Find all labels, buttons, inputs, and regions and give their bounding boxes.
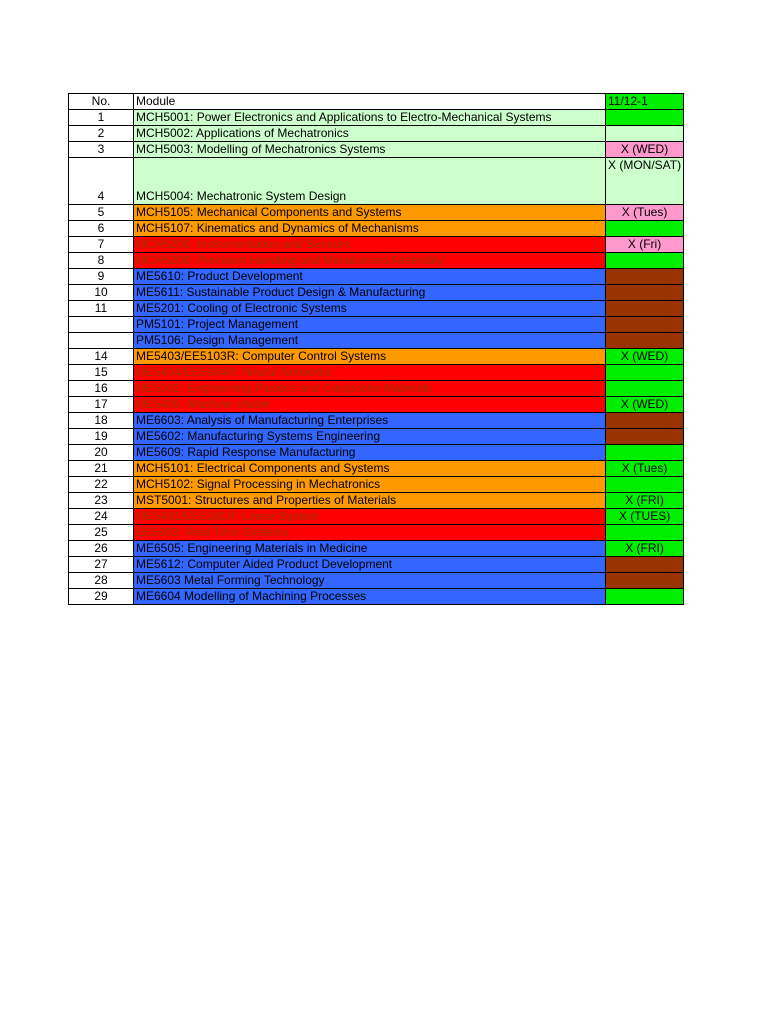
schedule-cell[interactable] (606, 285, 684, 301)
table-row (69, 317, 684, 333)
module-cell[interactable]: PM5101: Project Management (134, 317, 606, 333)
header-date[interactable]: 11/12-1 (606, 94, 684, 110)
module-cell[interactable]: ME5405: Machine Vision (134, 397, 606, 413)
row-number-cell[interactable]: 24 (69, 509, 134, 525)
schedule-cell[interactable]: X (TUES) (606, 509, 684, 525)
schedule-cell[interactable] (606, 253, 684, 269)
schedule-cell[interactable]: X (WED) (606, 142, 684, 158)
table-row (69, 221, 684, 237)
schedule-cell[interactable]: X (WED) (606, 349, 684, 365)
schedule-cell[interactable] (606, 110, 684, 126)
table-row (69, 445, 684, 461)
schedule-cell[interactable] (606, 557, 684, 573)
schedule-cell[interactable] (606, 429, 684, 445)
table-row (69, 365, 684, 381)
table-row (69, 285, 684, 301)
table-row (69, 381, 684, 397)
row-number-cell[interactable]: 15 (69, 365, 134, 381)
table-row (69, 429, 684, 445)
module-cell[interactable]: ME6603: Analysis of Manufacturing Enterprises (134, 413, 606, 429)
table-row (69, 413, 684, 429)
schedule-cell[interactable] (606, 445, 684, 461)
row-number-cell[interactable]: 26 (69, 541, 134, 557)
module-cell[interactable]: MCH5102: Signal Processing in Mechatronics (134, 477, 606, 493)
module-cell[interactable]: ME5610: Product Development (134, 269, 606, 285)
table-row (69, 493, 684, 509)
module-cell[interactable]: MCH5206: Instrumentation and Sensors (134, 237, 606, 253)
module-cell[interactable]: ME6604 Modelling of Machining Processes (134, 589, 606, 605)
table-row (69, 349, 684, 365)
module-cell[interactable]: MCH5001: Power Electronics and Applications to Electro-Mechanical Systems (134, 110, 606, 126)
table-row (69, 237, 684, 253)
module-cell[interactable]: ME5609: Rapid Response Manufacturing (134, 445, 606, 461)
row-number-cell[interactable] (69, 317, 134, 333)
schedule-cell[interactable] (606, 573, 684, 589)
row-number-cell[interactable]: 1 (69, 110, 134, 126)
module-cell[interactable]: ME5401/EE5101R: Linear System (134, 509, 606, 525)
table-row (69, 205, 684, 221)
table-row (69, 589, 684, 605)
module-cell[interactable]: MCH5101: Electrical Components and Systems (134, 461, 606, 477)
row-number-cell[interactable]: 2 (69, 126, 134, 142)
row-number-cell[interactable]: 3 (69, 142, 134, 158)
row-number-cell[interactable]: 28 (69, 573, 134, 589)
module-cell[interactable]: MCH5208: Precision Handling and Miniaturised Assembly (134, 253, 606, 269)
row-number-cell[interactable]: 19 (69, 429, 134, 445)
row-number-cell[interactable]: 6 (69, 221, 134, 237)
module-cell[interactable]: ME5404/EE5904R: Neural Networks (134, 365, 606, 381)
row-number-cell[interactable]: 10 (69, 285, 134, 301)
table-row (69, 477, 684, 493)
table-row (69, 573, 684, 589)
module-table (68, 93, 684, 605)
schedule-cell[interactable] (606, 477, 684, 493)
table-row (69, 461, 684, 477)
module-cell[interactable]: MCH5105: Mechanical Components and Systems (134, 205, 606, 221)
header-module[interactable]: Module (134, 94, 606, 110)
schedule-cell[interactable] (606, 317, 684, 333)
module-cell[interactable]: MCH5002: Applications of Mechatronics (134, 126, 606, 142)
schedule-cell[interactable]: X (Fri) (606, 237, 684, 253)
table-row (69, 126, 684, 142)
row-number-cell[interactable]: 20 (69, 445, 134, 461)
row-number-cell[interactable]: 16 (69, 381, 134, 397)
schedule-cell[interactable] (606, 333, 684, 349)
module-cell[interactable]: ME5612: Computer Aided Product Development (134, 557, 606, 573)
table-row (69, 541, 684, 557)
row-number-cell[interactable]: 7 (69, 237, 134, 253)
row-number-cell[interactable]: 21 (69, 461, 134, 477)
table-row (69, 301, 684, 317)
schedule-cell[interactable] (606, 589, 684, 605)
header-row (69, 94, 684, 110)
row-number-cell[interactable]: 27 (69, 557, 134, 573)
row-number-cell[interactable]: 18 (69, 413, 134, 429)
module-cell[interactable]: PM5106: Design Management (134, 333, 606, 349)
table-row (69, 509, 684, 525)
schedule-cell[interactable]: X (Tues) (606, 461, 684, 477)
module-cell[interactable]: ME5611: Sustainable Product Design & Manufacturing (134, 285, 606, 301)
schedule-cell[interactable] (606, 221, 684, 237)
table-row (69, 158, 684, 205)
row-number-cell[interactable]: 22 (69, 477, 134, 493)
table-row (69, 557, 684, 573)
table-body (69, 110, 684, 605)
table-row (69, 269, 684, 285)
row-number-cell[interactable]: 4 (69, 158, 134, 205)
row-number-cell[interactable]: 14 (69, 349, 134, 365)
table-row (69, 333, 684, 349)
schedule-cell[interactable]: X (FRI) (606, 493, 684, 509)
table-row (69, 397, 684, 413)
row-number-cell[interactable] (69, 333, 134, 349)
schedule-cell[interactable]: X (Tues) (606, 205, 684, 221)
schedule-cell[interactable] (606, 525, 684, 541)
table-row (69, 525, 684, 541)
row-number-cell[interactable]: 11 (69, 301, 134, 317)
table-row (69, 142, 684, 158)
schedule-cell[interactable] (606, 269, 684, 285)
schedule-cell[interactable]: X (MON/SAT) (606, 158, 684, 205)
table-row (69, 110, 684, 126)
module-cell[interactable]: ME5403/EE5103R: Computer Control Systems (134, 349, 606, 365)
row-number-cell[interactable]: 8 (69, 253, 134, 269)
module-cell[interactable]: MCH5003: Modelling of Mechatronics Systems (134, 142, 606, 158)
module-cell[interactable]: EE5903: Real Time Systems (134, 525, 606, 541)
schedule-cell[interactable] (606, 126, 684, 142)
schedule-cell[interactable]: X (FRI) (606, 541, 684, 557)
module-cell[interactable]: ME5603 Metal Forming Technology (134, 573, 606, 589)
schedule-cell[interactable] (606, 365, 684, 381)
module-cell[interactable]: ME5502: Engineering Plastics and Composite Materials (134, 381, 606, 397)
module-cell[interactable]: MCH5107: Kinematics and Dynamics of Mechanisms (134, 221, 606, 237)
module-cell[interactable]: ME5602: Manufacturing Systems Engineering (134, 429, 606, 445)
module-cell[interactable]: MST5001: Structures and Properties of Materials (134, 493, 606, 509)
spreadsheet-sheet (68, 93, 684, 605)
schedule-cell[interactable]: X (WED) (606, 397, 684, 413)
row-number-cell[interactable]: 29 (69, 589, 134, 605)
row-number-cell[interactable]: 17 (69, 397, 134, 413)
module-cell[interactable]: ME6505: Engineering Materials in Medicine (134, 541, 606, 557)
schedule-cell[interactable] (606, 413, 684, 429)
row-number-cell[interactable]: 23 (69, 493, 134, 509)
module-cell[interactable]: ME5201: Cooling of Electronic Systems (134, 301, 606, 317)
row-number-cell[interactable]: 25 (69, 525, 134, 541)
table-row (69, 253, 684, 269)
module-cell[interactable]: MCH5004: Mechatronic System Design (134, 158, 606, 205)
schedule-cell[interactable] (606, 301, 684, 317)
header-no[interactable]: No. (69, 94, 134, 110)
row-number-cell[interactable]: 9 (69, 269, 134, 285)
row-number-cell[interactable]: 5 (69, 205, 134, 221)
schedule-cell[interactable] (606, 381, 684, 397)
